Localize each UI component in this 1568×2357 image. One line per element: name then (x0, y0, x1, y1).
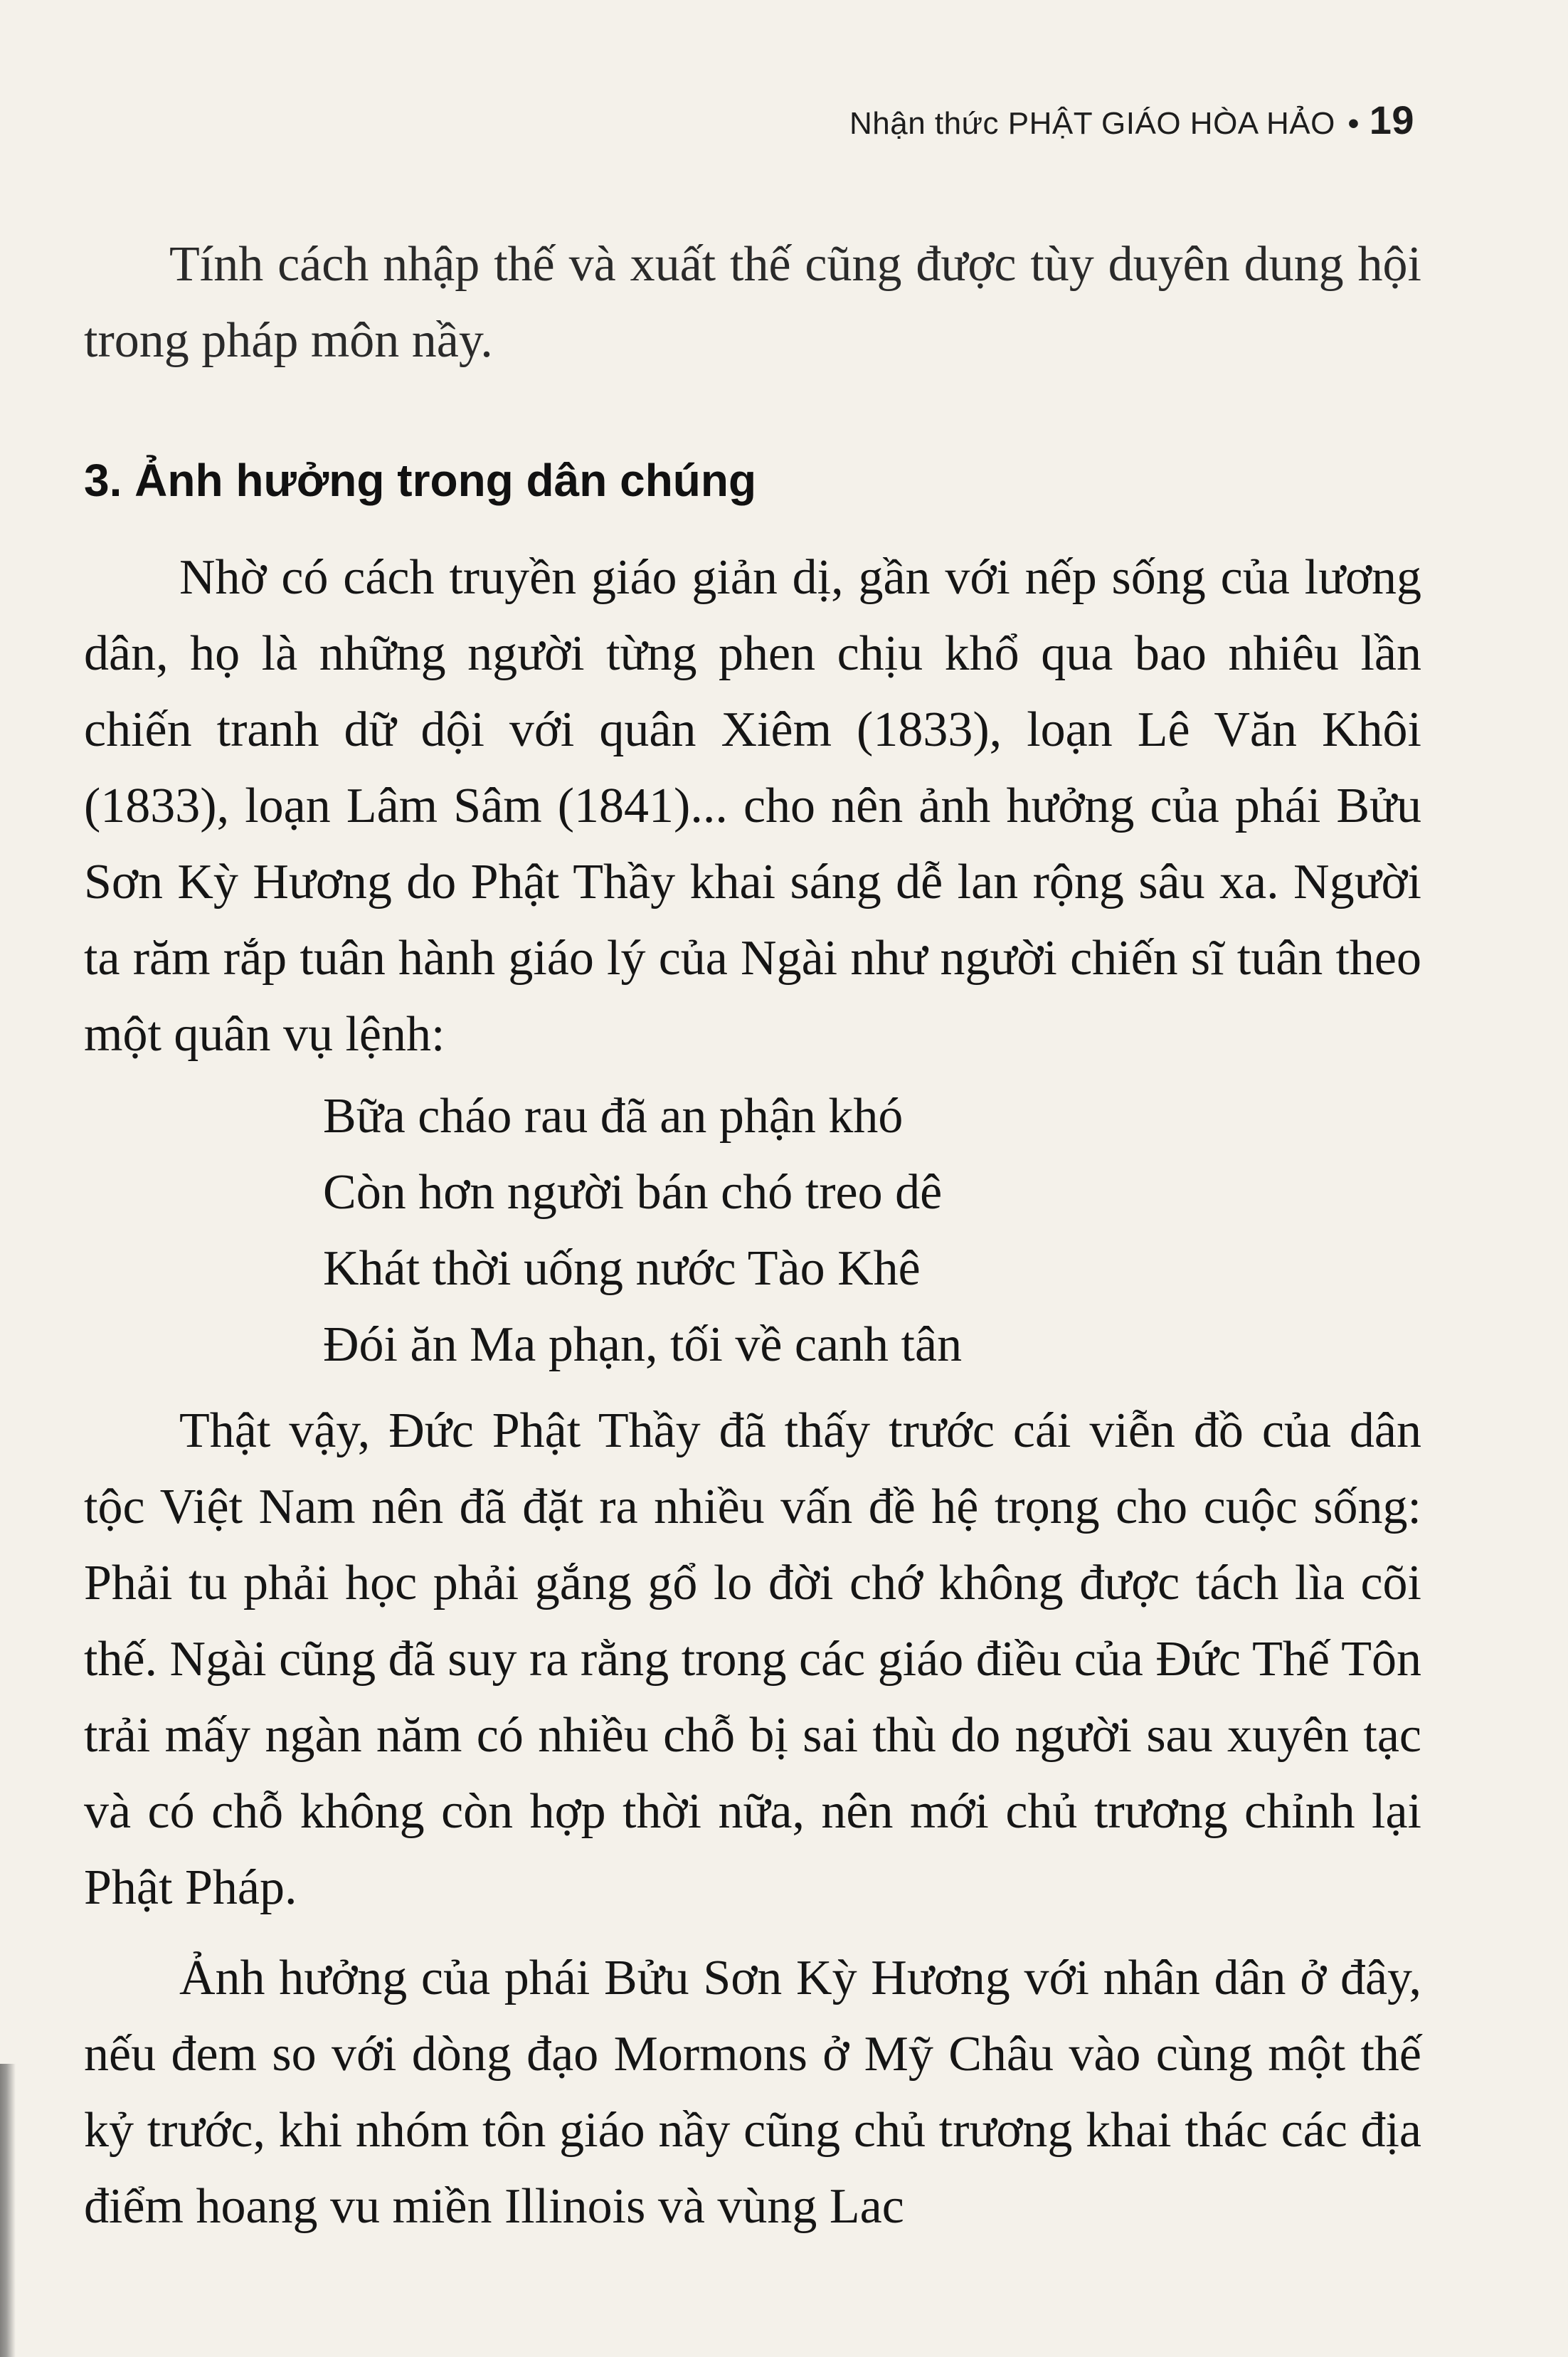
verse-line: Còn hơn người bán chó treo dê (323, 1165, 943, 1220)
page-number: 19 (1369, 97, 1414, 142)
section-heading: 3. Ảnh hưởng trong dân chúng (84, 455, 757, 506)
running-title: Nhận thức PHẬT GIÁO HÒA HẢO (849, 106, 1335, 141)
verse-line: Khát thời uống nước Tào Khê (323, 1241, 921, 1296)
running-header (849, 97, 1414, 143)
page-body (84, 226, 1421, 2245)
paragraph-3: Ảnh hưởng của phái Bửu Sơn Kỳ Hương với nhân dân ở đây, nếu đem so với dòng đạo Mormons ở Mỹ Châu vào cùng một thế kỷ trước, khi nhóm tôn giáo nầy cũng chủ trương khai thác các địa điểm hoang vu miền Illinois và vùng Lac (84, 1951, 1421, 2234)
verse-line: Bữa cháo rau đã an phận khó (323, 1089, 904, 1144)
verse-block (323, 1078, 1421, 1383)
paragraph-2: Thật vậy, Đức Phật Thầy đã thấy trước cái viễn đồ của dân tộc Việt Nam nên đã đặt ra nhiều vấn đề hệ trọng cho cuộc sống: Phải tu phải học phải gắng gổ lo đời chớ không được tách lìa cõi thế. Ngài cũng đã suy ra rằng trong các giáo điều của Đức Thế Tôn trải mấy ngàn năm có nhiều chỗ bị sai thù do người sau xuyên tạc và có chỗ không còn hợp thời nữa, nên mới chủ trương chỉnh lại Phật Pháp. (84, 1403, 1421, 1915)
paragraph-1: Nhờ có cách truyền giáo giản dị, gần với nếp sống của lương dân, họ là những người từng phen chịu khổ qua bao nhiêu lần chiến tranh dữ dội với quân Xiêm (1833), loạn Lê Văn Khôi (1833), loạn Lâm Sâm (1841)... cho nên ảnh hưởng của phái Bửu Sơn Kỳ Hương do Phật Thầy khai sáng dễ lan rộng sâu xa. Người ta răm rắp tuân hành giáo lý của Ngài như người chiến sĩ tuân theo một quân vụ lệnh: (84, 550, 1421, 1062)
page-edge-shadow (0, 2064, 16, 2357)
header-separator: • (1347, 106, 1360, 141)
verse-line: Đói ăn Ma phạn, tối về canh tân (323, 1317, 963, 1372)
intro-paragraph: Tính cách nhập thế và xuất thế cũng được tùy duyên dung hội trong pháp môn nầy. (84, 237, 1421, 368)
